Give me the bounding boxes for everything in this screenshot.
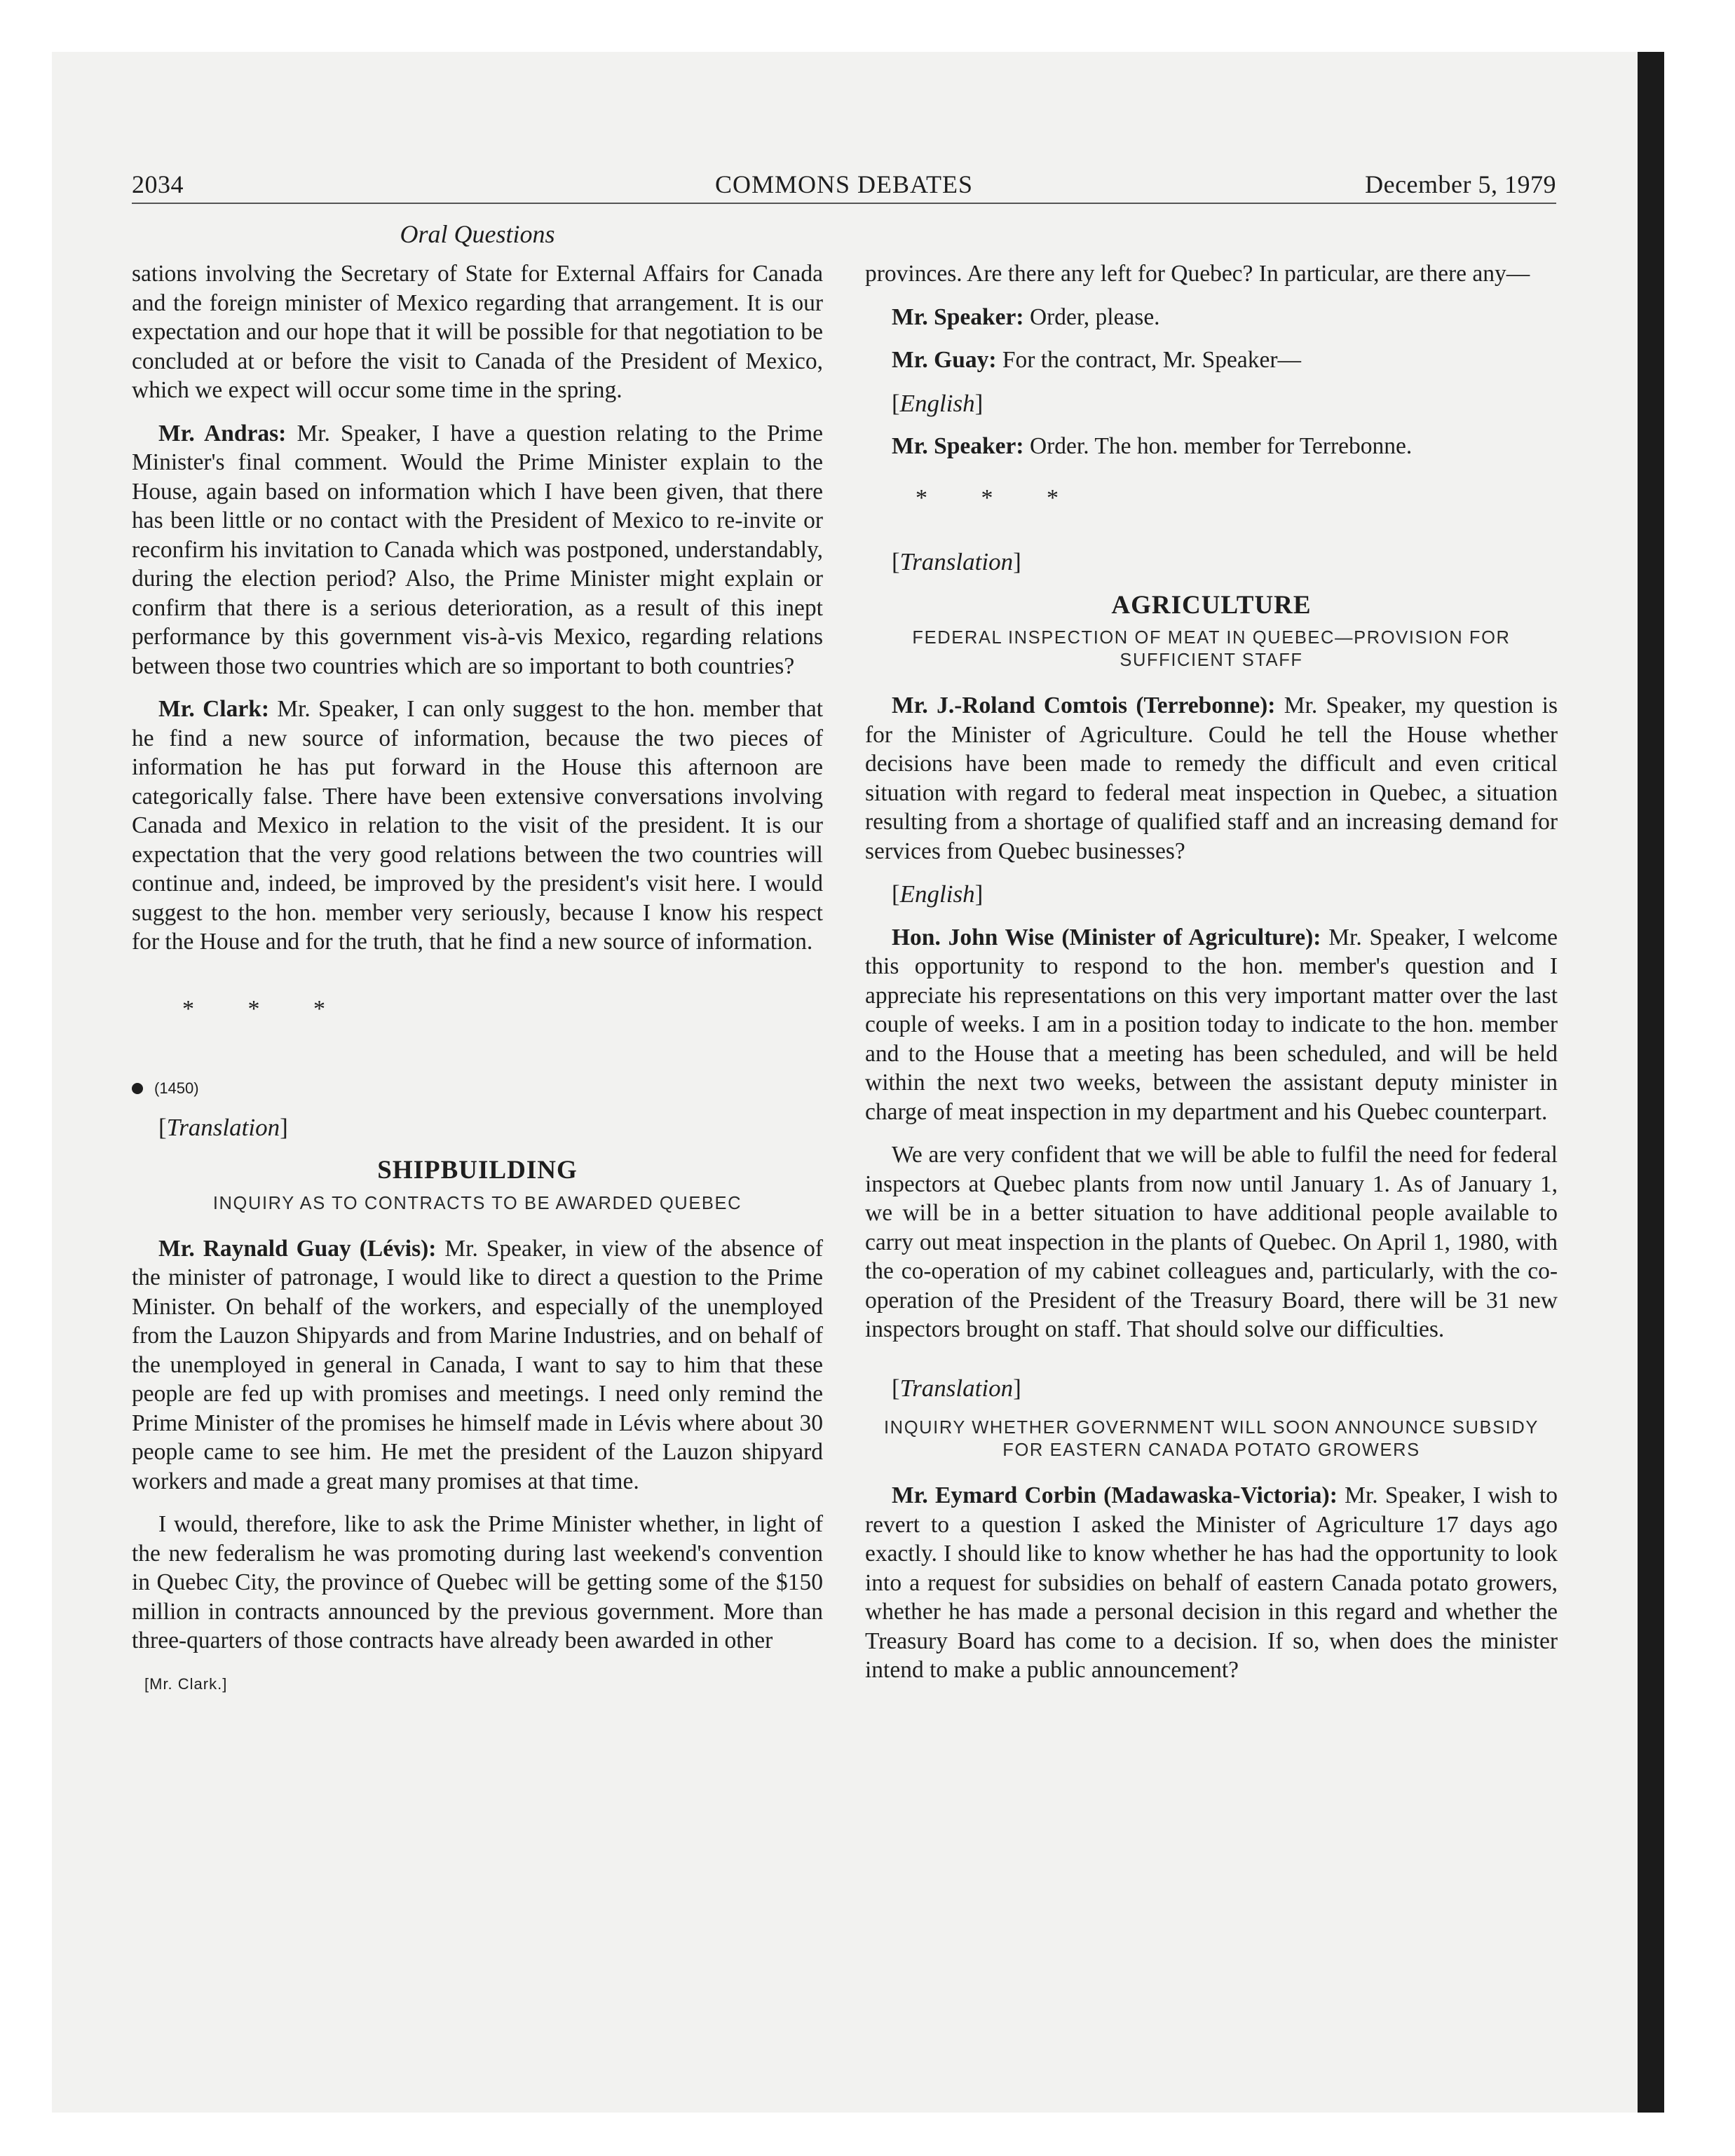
section-title: SHIPBUILDING [377, 1156, 578, 1185]
speaker-name: Mr. Speaker: [892, 433, 1024, 459]
speaker-name: Mr. J.-Roland Comtois (Terrebonne): [892, 692, 1276, 718]
paragraph: sations involving the Secretary of State for External Affairs for Canada and the foreign minister of Mexico regarding that arrangement. It is our expectation and our hope that it will be possible for that negotiation to be concluded at or before the visit to Canada of the President of Mexico, which we expect will occur some time in the spring. [132, 261, 823, 403]
language-label-text: English [899, 880, 975, 908]
language-label: [English] [892, 389, 984, 417]
continuation-tag: [Mr. Clark.] [144, 1674, 228, 1693]
speech-text: Order, please. [1029, 303, 1160, 330]
publication-title: COMMONS DEBATES [714, 170, 974, 198]
speech-text: Mr. Speaker, I wish to revert to a question I asked the Minister of Agriculture 17 days ago exactly. I should like to know whether he has had the opportunity to look into a request for subsidies on behalf of eastern Canada potato growers, whether he has made a personal decision in this regard and whether the Treasury Board has come to a decision. If so, when does the minister intend to make a public announcement? [865, 1482, 1558, 1683]
paragraph [132, 419, 823, 681]
paragraph [865, 432, 1558, 461]
language-label-text: Translation [166, 1113, 280, 1141]
paragraph: We are very confident that we will be able to fulfil the need for federal inspectors at Quebec plants from now until January 1. As of January 1, we will be in a better situation to have additional people available to carry out meat inspection in the plants of Quebec. On April 1, 1980, with the co-operation of my cabinet colleagues and, particularly, with the co-operation of the President of the Treasury Board, there will be 31 new inspectors brought on staff. That should solve our difficulties. [865, 1142, 1558, 1342]
section-subhead: INQUIRY WHETHER GOVERNMENT WILL SOON ANNOUNCE SUBSIDY FOR EASTERN CANADA POTATO GROWERS [884, 1418, 1539, 1460]
header-rule [132, 203, 1556, 204]
paragraph [865, 691, 1558, 866]
language-label: [English] [892, 880, 984, 908]
page-number: 2034 [132, 170, 184, 198]
speaker-name: Hon. John Wise (Minister of Agriculture): [892, 924, 1321, 950]
speaker-name: Mr. Clark: [158, 696, 269, 722]
paragraph [865, 346, 1558, 375]
paragraph [132, 1234, 823, 1496]
language-label: [Translation] [892, 548, 1021, 575]
speech-text: Order. The hon. member for Terrebonne. [1029, 433, 1413, 459]
paragraph: I would, therefore, like to ask the Prime Minister whether, in light of the new federalism he was promoting during last weekend's convention in Quebec City, the province of Quebec will be getting some of the $150 million in contracts announced by the previous government. More than three-quarters of those contracts have already been awarded in other [132, 1511, 823, 1653]
section-subhead: INQUIRY AS TO CONTRACTS TO BE AWARDED QUEBEC [212, 1193, 742, 1213]
speaker-name: Mr. Speaker: [892, 303, 1024, 330]
speaker-name: Mr. Andras: [158, 420, 287, 446]
speech-text: Mr. Speaker, I welcome this opportunity to respond to the hon. member's question and I appreciate his representations on this very important matter over the last couple of weeks. I am in a position today to indicate to the hon. member and to the House that a meeting has been scheduled, and will be held within the next two weeks, between the assistant deputy minister in charge of meat inspection in my department and his Quebec counterpart. [865, 924, 1558, 1125]
language-label-text: Translation [899, 1374, 1014, 1402]
speaker-name: Mr. Eymard Corbin (Madawaska-Victoria): [892, 1482, 1338, 1508]
section-separator: * * * [182, 995, 349, 1022]
right-column [865, 259, 1558, 1699]
language-label-text: English [899, 389, 975, 417]
paragraph [865, 303, 1558, 332]
speech-text: Mr. Speaker, I have a question relating to the Prime Minister's final comment. Would the Prime Minister explain to the House, again based on information which I have been given, that there has been little or no contact with the President of Mexico to re-invite or reconfirm his invitation to Canada which was postponed, understandably, during the election period? Also, the Prime Minister might explain or confirm that there is a serious deterioration, as a result of this inept performance by this government vis-à-vis Mexico, regarding relations between those two countries which are so important to both countries? [132, 420, 824, 679]
time-marker [132, 1074, 823, 1103]
page-header [132, 168, 1556, 200]
language-label: [Translation] [892, 1374, 1021, 1402]
language-label: [Translation] [158, 1113, 288, 1141]
speaker-name: Mr. Raynald Guay (Lévis): [158, 1235, 437, 1262]
speaker-name: Mr. Guay: [892, 347, 997, 373]
running-head: Oral Questions [400, 220, 555, 248]
language-label-text: Translation [899, 548, 1014, 575]
paragraph: provinces. Are there any left for Quebec? In particular, are there any— [865, 261, 1530, 287]
section-subhead: FEDERAL INSPECTION OF MEAT IN QUEBEC—PROVISION FOR SUFFICIENT STAFF [912, 628, 1511, 670]
paragraph [865, 923, 1558, 1127]
speech-text: For the contract, Mr. Speaker— [1002, 347, 1301, 373]
paragraph [132, 695, 823, 957]
paragraph [865, 1481, 1558, 1685]
time-marker-text: (1450) [154, 1079, 199, 1097]
section-separator: * * * [916, 484, 1082, 511]
speech-text: Mr. Speaker, my question is for the Minister of Agriculture. Could he tell the House whether decisions have been made to remedy the difficult and even critical situation with regard to federal meat inspection in Quebec, a situation resulting from a shortage of qualified staff and an increasing demand for services from Quebec businesses? [865, 692, 1558, 864]
page-date: December 5, 1979 [1365, 170, 1556, 198]
bullet-icon [132, 1083, 143, 1094]
section-title: AGRICULTURE [1111, 590, 1312, 620]
scan-edge-bar [1638, 52, 1664, 2113]
speech-text: Mr. Speaker, in view of the absence of the minister of patronage, I would like to direct a question to the Prime Minister. On behalf of the workers, and especially of the unemployed from the Lauzon Shipyards and from Marine Industries, and on behalf of the unemployed in general in Canada, I want to say to him that these people are fed up with promises and meetings. I need only remind the Prime Minister of the promises he himself made in Lévis where about 30 people came to see him. He met the president of the Lauzon shipyard workers and made a great many promises at that time. [132, 1235, 824, 1494]
speech-text: Mr. Speaker, I can only suggest to the hon. member that he find a new source of information, because the two pieces of information he has put forward in the House this afternoon are categorically false. There have been extensive conversations involving Canada and Mexico in relation to the visit of the president. It is our expectation that the very good relations between the two countries will continue and, indeed, be improved by the president's visit here. I would suggest to the hon. member very seriously, because I know his respect for the House and for the truth, that he find a new source of information. [132, 696, 824, 955]
left-column [132, 259, 823, 1698]
